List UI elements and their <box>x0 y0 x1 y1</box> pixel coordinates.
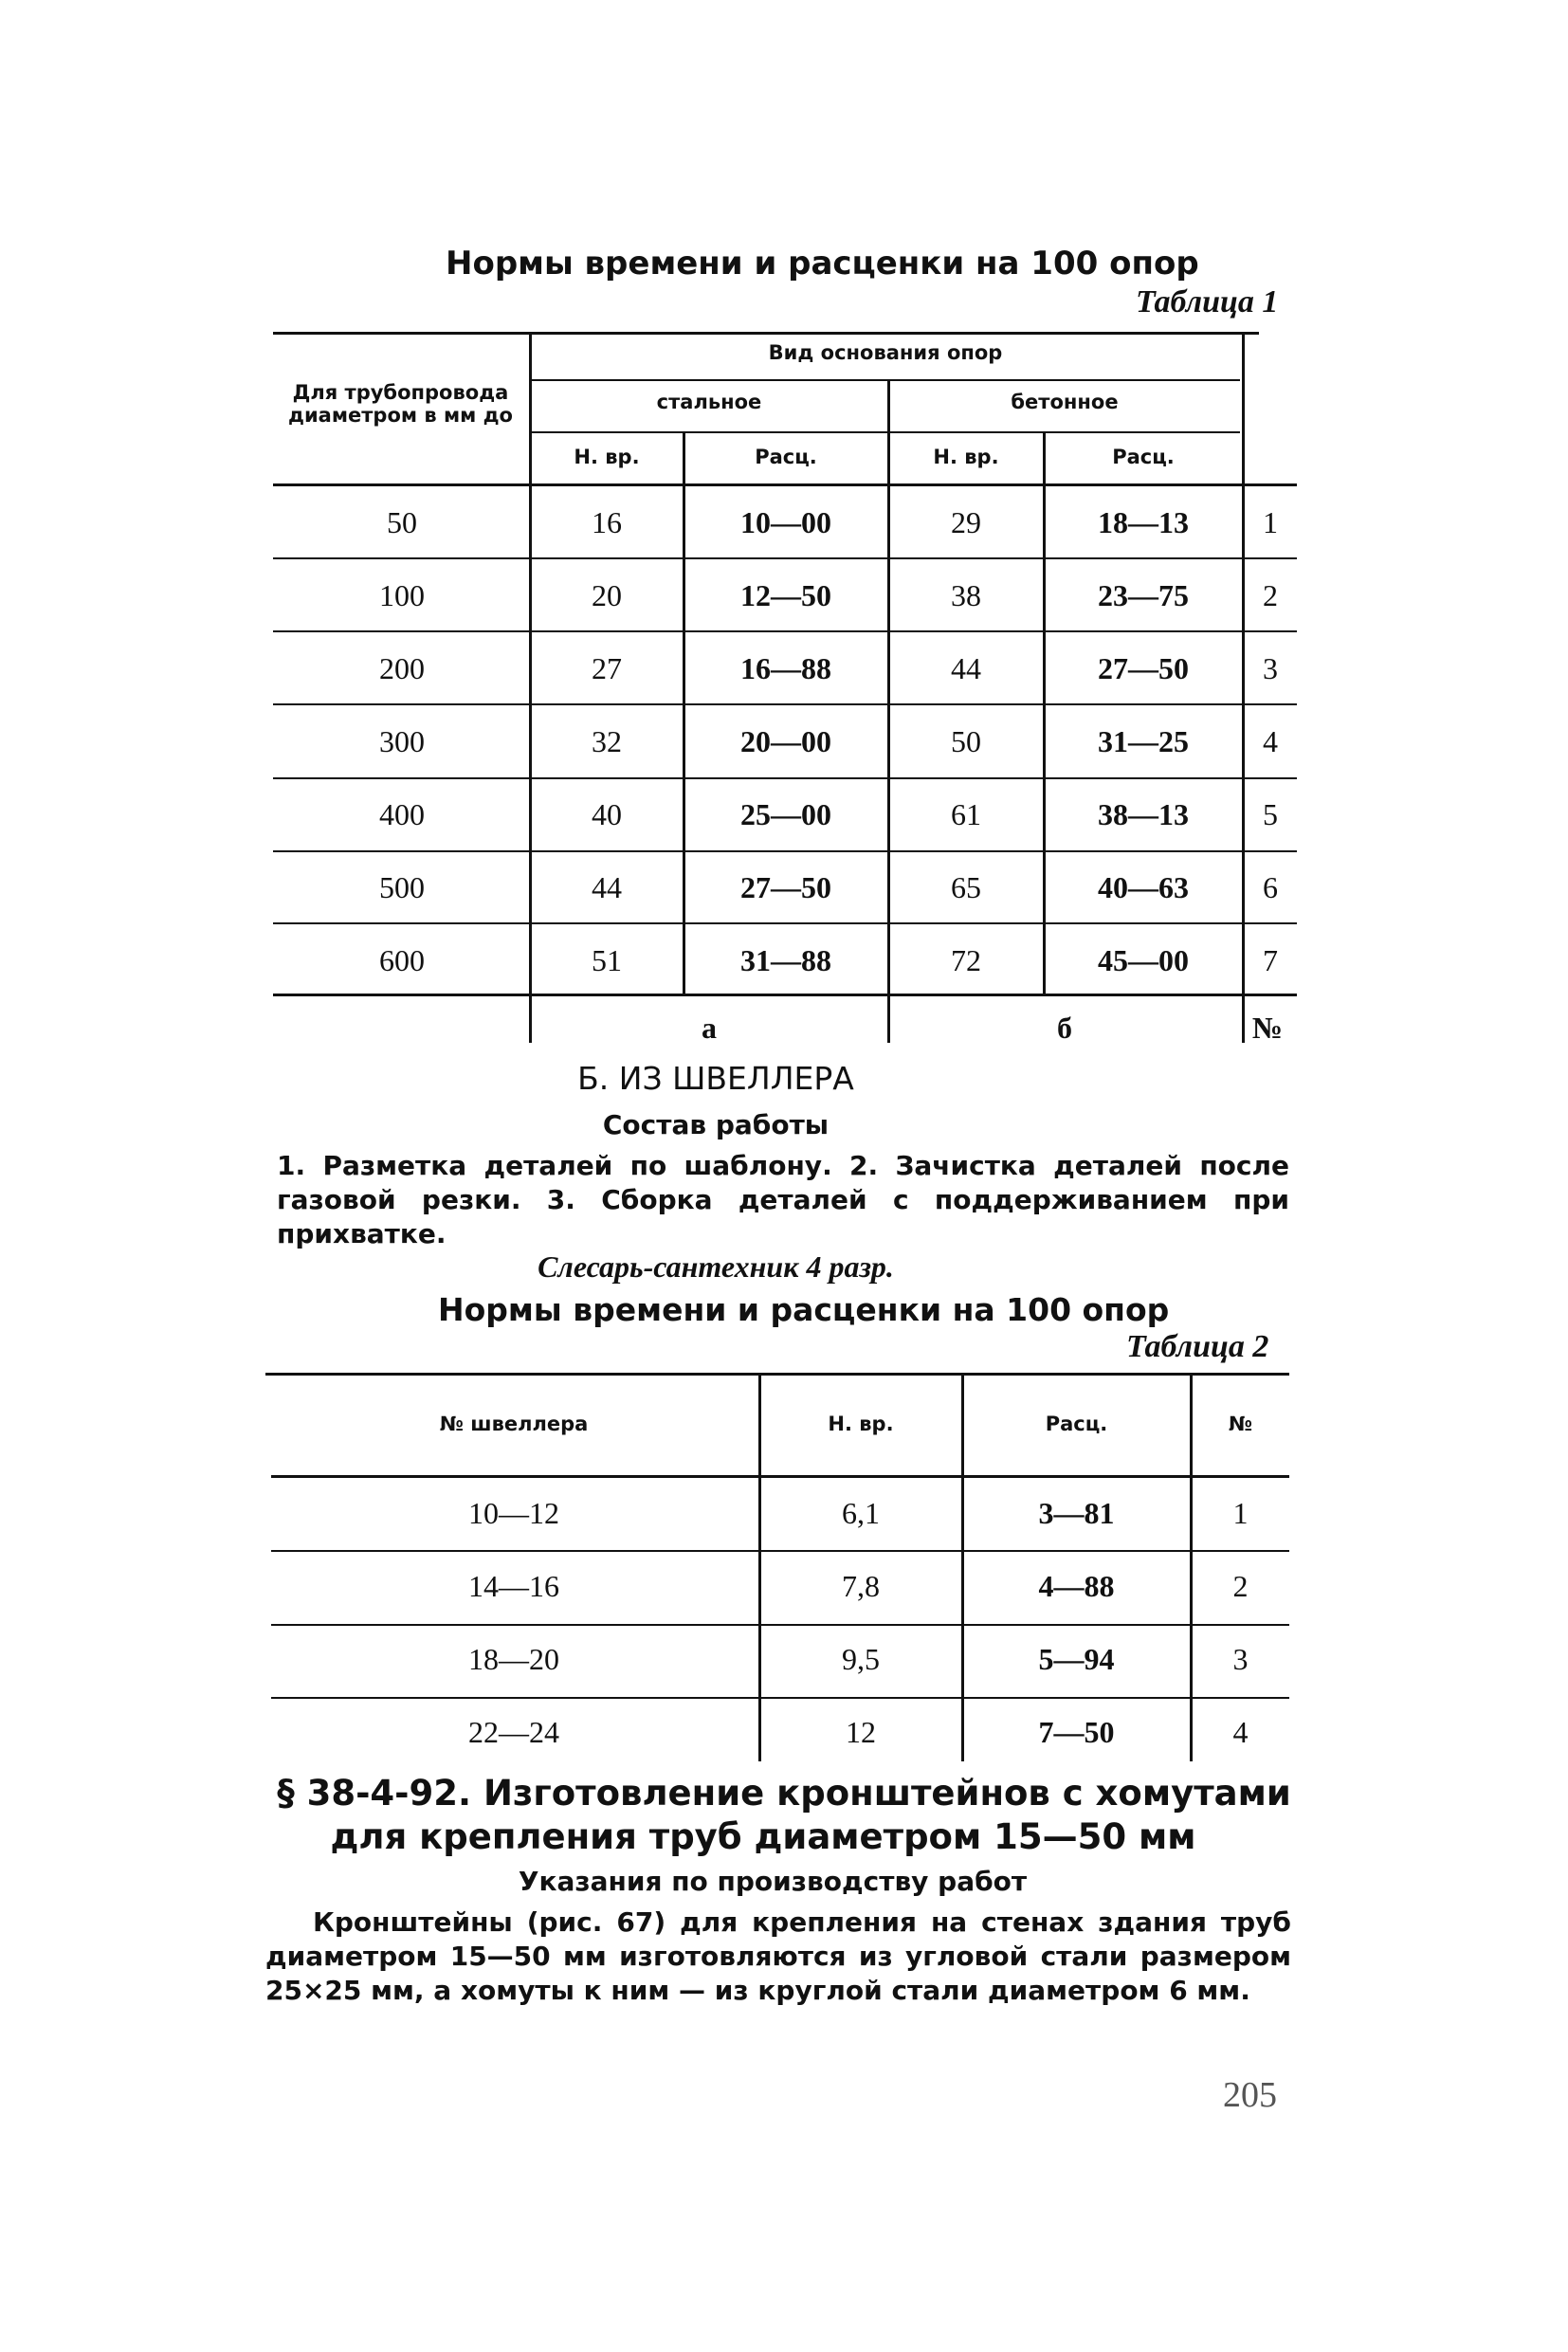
cell-rasc: 7—50 <box>1038 1715 1115 1749</box>
cell-diameter: 400 <box>379 797 425 831</box>
section-b-worker: Слесарь-сантехник 4 разр. <box>538 1249 894 1284</box>
cell-channel: 22—24 <box>468 1715 559 1749</box>
cell-channel: 18—20 <box>468 1642 559 1676</box>
table2-row-divider <box>271 1624 1289 1626</box>
table2-top-border <box>265 1373 1289 1376</box>
cell-row-number: 7 <box>1263 943 1278 977</box>
table1-row-divider <box>273 850 1297 852</box>
cell-channel: 14—16 <box>468 1569 559 1603</box>
table1-col-divider <box>1242 332 1245 1043</box>
table2-row-divider <box>271 1697 1289 1699</box>
table2-label: Таблица 2 <box>1126 1329 1269 1364</box>
cell-diameter: 100 <box>379 578 425 612</box>
cell-steel-rasc: 12—50 <box>740 578 831 612</box>
table2-row-divider <box>271 1550 1289 1552</box>
table1-row-divider <box>273 777 1297 779</box>
cell-steel-rasc: 20—00 <box>740 724 831 758</box>
table1-header-base: Вид основания опор <box>768 341 1003 364</box>
table2-title: Нормы времени и расценки на 100 опор <box>438 1291 1170 1328</box>
cell-concrete-hvr: 44 <box>951 651 981 685</box>
cell-diameter: 50 <box>387 505 417 539</box>
table1-top-border <box>273 332 1259 335</box>
cell-row-number: 1 <box>1263 505 1278 539</box>
cell-hvr: 6,1 <box>842 1496 880 1530</box>
cell-row-number: 3 <box>1232 1642 1249 1676</box>
page-number: 205 <box>1223 2075 1277 2115</box>
table2-header-no: № <box>1228 1413 1253 1435</box>
cell-steel-rasc: 27—50 <box>740 870 831 904</box>
cell-hvr: 7,8 <box>842 1569 880 1603</box>
table1-header-hvr: Н. вр. <box>933 446 999 468</box>
table2-header-rasc: Расц. <box>1045 1413 1108 1435</box>
table1-header-rasc: Расц. <box>1112 446 1175 468</box>
section-92-heading-line2: для крепления труб диаметром 15—50 мм <box>330 1816 1196 1857</box>
table1-footer-no: № <box>1251 1011 1284 1045</box>
table1-label: Таблица 1 <box>1136 284 1279 319</box>
table1-row-divider <box>273 922 1297 924</box>
cell-concrete-rasc: 38—13 <box>1098 797 1189 831</box>
table1-footer-b: б <box>1057 1011 1072 1045</box>
table1-row-divider <box>273 703 1297 705</box>
cell-rasc: 5—94 <box>1038 1642 1115 1676</box>
cell-rasc: 3—81 <box>1038 1496 1115 1530</box>
section-b-subheading: Состав работы <box>602 1109 830 1140</box>
cell-row-number: 2 <box>1232 1569 1249 1603</box>
cell-row-number: 3 <box>1263 651 1278 685</box>
cell-steel-hvr: 20 <box>592 578 622 612</box>
cell-row-number: 4 <box>1232 1715 1249 1749</box>
table1-header-diameter: Для трубопровода диаметром в мм до <box>288 381 513 427</box>
cell-concrete-rasc: 27—50 <box>1098 651 1189 685</box>
cell-row-number: 5 <box>1263 797 1278 831</box>
cell-concrete-rasc: 31—25 <box>1098 724 1189 758</box>
cell-steel-hvr: 40 <box>592 797 622 831</box>
section-92-heading-line1: § 38-4-92. Изготовление кронштейнов с хомутами <box>277 1773 1291 1814</box>
table1-header-concrete: бетонное <box>1011 391 1119 413</box>
cell-row-number: 4 <box>1263 724 1278 758</box>
cell-concrete-rasc: 40—63 <box>1098 870 1189 904</box>
cell-diameter: 200 <box>379 651 425 685</box>
table1-row-divider <box>273 557 1297 559</box>
table1-col-divider <box>529 332 532 1043</box>
table1-header-rasc: Расц. <box>755 446 817 468</box>
cell-diameter: 300 <box>379 724 425 758</box>
section-92-text: Кронштейны (рис. 67) для крепления на стенах здания труб диаметром 15—50 мм изготовляются из угловой стали размером 25×25 мм, а хомуты к ним — из круглой стали диаметром 6 мм. <box>265 1906 1291 2006</box>
cell-steel-rasc: 16—88 <box>740 651 831 685</box>
cell-hvr: 12 <box>846 1715 876 1749</box>
table1-header-hvr: Н. вр. <box>574 446 640 468</box>
cell-steel-hvr: 32 <box>592 724 622 758</box>
cell-concrete-rasc: 45—00 <box>1098 943 1189 977</box>
cell-steel-rasc: 31—88 <box>740 943 831 977</box>
cell-steel-hvr: 27 <box>592 651 622 685</box>
table1-title: Нормы времени и расценки на 100 опор <box>446 245 1199 283</box>
section-92-subheading: Указания по производству работ <box>518 1866 1028 1897</box>
cell-row-number: 6 <box>1263 870 1278 904</box>
cell-steel-rasc: 25—00 <box>740 797 831 831</box>
table2-header-bottom <box>271 1475 1289 1478</box>
table1-bottom-border <box>273 994 1297 996</box>
cell-concrete-hvr: 29 <box>951 505 981 539</box>
table1-row-divider <box>273 630 1297 632</box>
cell-row-number: 1 <box>1232 1496 1249 1530</box>
cell-hvr: 9,5 <box>842 1642 880 1676</box>
section-b-heading: Б. ИЗ ШВЕЛЛЕРА <box>577 1060 854 1097</box>
cell-concrete-hvr: 61 <box>951 797 981 831</box>
cell-row-number: 2 <box>1263 578 1278 612</box>
cell-concrete-hvr: 65 <box>951 870 981 904</box>
section-b-text: 1. Разметка деталей по шаблону. 2. Зачистка деталей после газовой резки. 3. Сборка деталей с поддерживанием при прихватке. <box>277 1150 1289 1249</box>
table1-header-bottom <box>273 483 1297 486</box>
cell-steel-hvr: 51 <box>592 943 622 977</box>
cell-steel-rasc: 10—00 <box>740 505 831 539</box>
cell-steel-hvr: 44 <box>592 870 622 904</box>
cell-rasc: 4—88 <box>1038 1569 1115 1603</box>
cell-concrete-rasc: 23—75 <box>1098 578 1189 612</box>
cell-steel-hvr: 16 <box>592 505 622 539</box>
table1-header-divider <box>531 431 1240 433</box>
table1-header-steel: стальное <box>656 391 762 413</box>
cell-concrete-rasc: 18—13 <box>1098 505 1189 539</box>
table2-header-channel: № швеллера <box>439 1413 589 1435</box>
cell-concrete-hvr: 72 <box>951 943 981 977</box>
cell-diameter: 600 <box>379 943 425 977</box>
cell-concrete-hvr: 50 <box>951 724 981 758</box>
cell-diameter: 500 <box>379 870 425 904</box>
cell-channel: 10—12 <box>468 1496 559 1530</box>
table2-header-hvr: Н. вр. <box>828 1413 894 1435</box>
cell-concrete-hvr: 38 <box>951 578 981 612</box>
table1-header-divider <box>531 379 1240 381</box>
table1-footer-a: а <box>702 1011 717 1045</box>
